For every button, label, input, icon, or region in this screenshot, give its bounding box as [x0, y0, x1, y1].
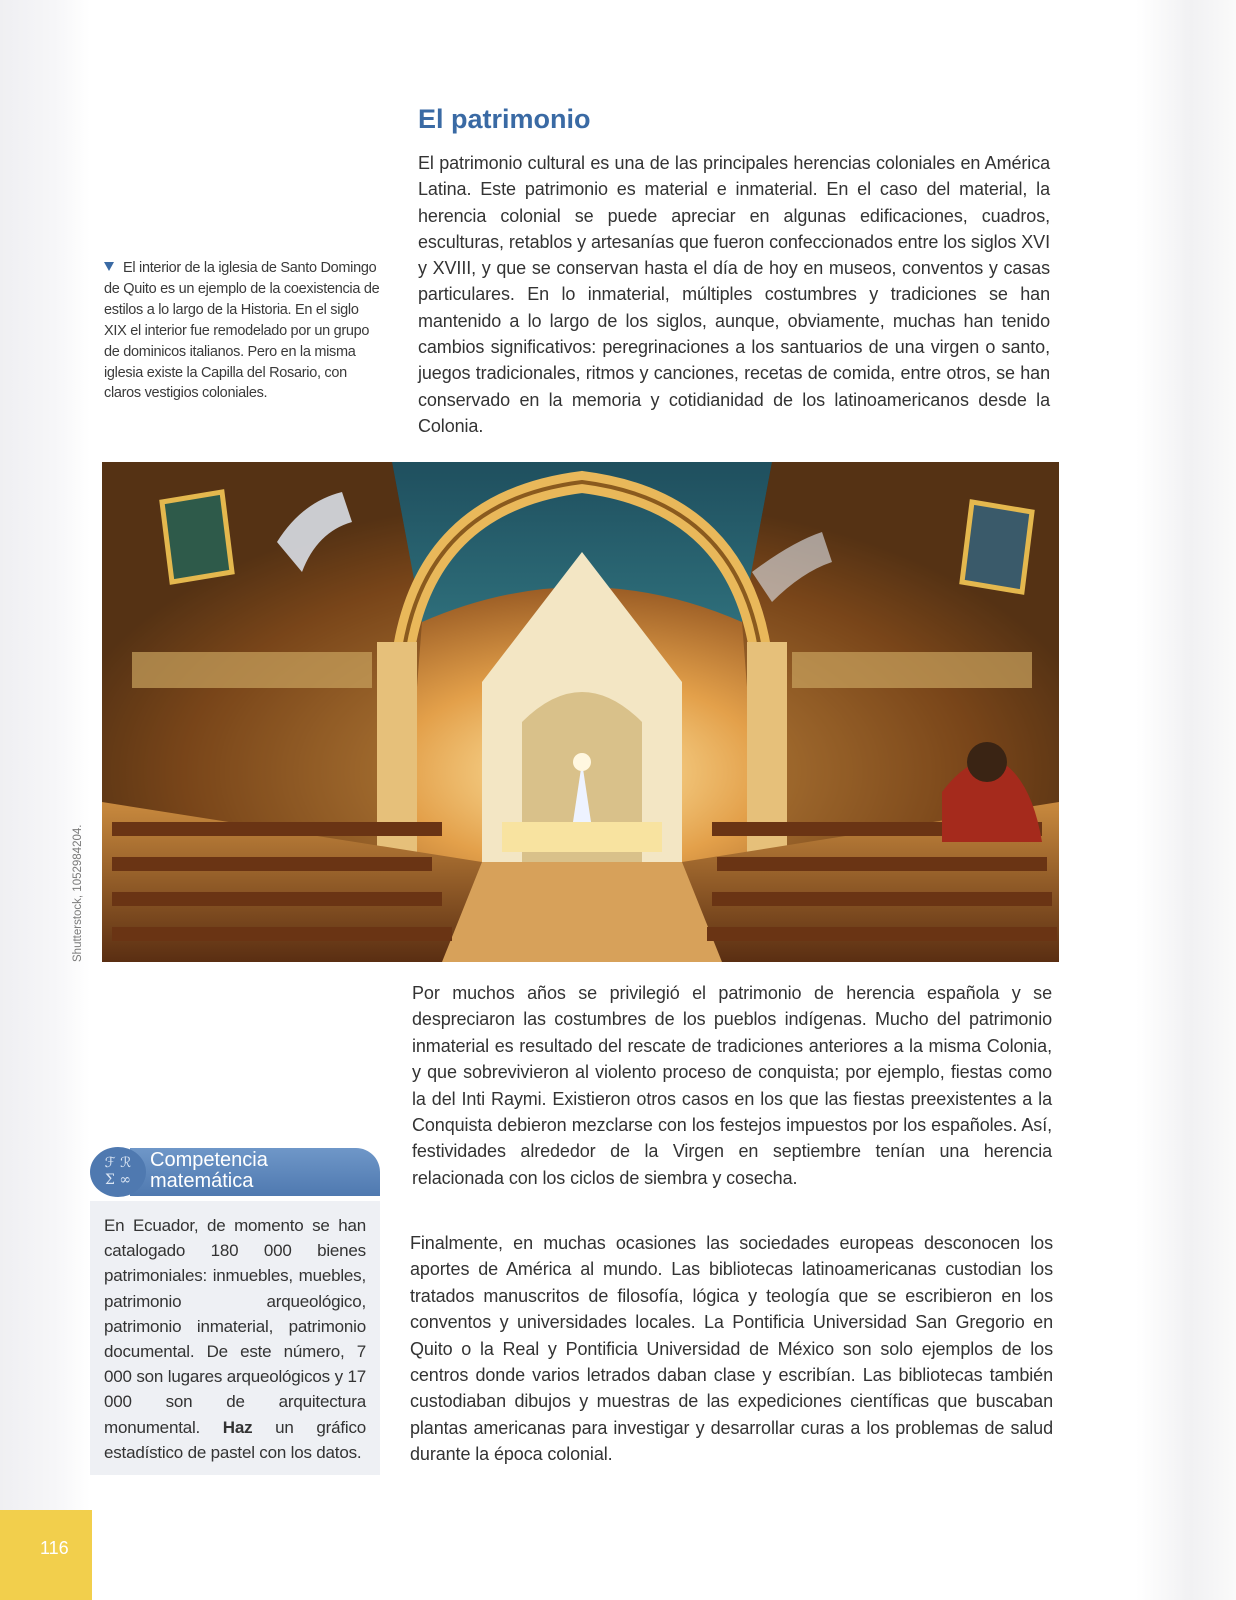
- math-symbols-icon: ℱ ℛ Σ ∞: [90, 1147, 146, 1197]
- competencia-header: [90, 1147, 380, 1197]
- competencia-box: [90, 1147, 380, 1475]
- intro-paragraph: El patrimonio cultural es una de las principales herencias coloniales en América Latina. Este patrimonio es material e inmaterial. En el caso del material, la herencia colonial se puede apreciar en algunas edificaciones, cuadros, esculturas, retablos y artesanías que fueron confeccionados entre los siglos XVI y XVIII, y que se conservan hasta el día de hoy en museos, conventos y casas particulares. En lo inmaterial, múltiples costumbres y tradiciones se han mantenido a lo largo de los siglos, aunque, obviamente, muchas han tenido cambios significativos: peregrinaciones a los santuarios de una virgen o santo, juegos tradicionales, ritmos y canciones, recetas de comida, entre otros, se han conservado en la memoria y cotidianidad de los latinoamericanos desde la Colonia.: [418, 153, 1050, 436]
- photo-caption: [104, 258, 380, 404]
- church-interior-photo: [102, 462, 1059, 962]
- caption-text: El interior de la iglesia de Santo Domingo de Quito es un ejemplo de la coexistencia de estilos a lo largo de la Historia. En el siglo XIX el interior fue remodelado por un grupo de dominicos italianos. Pero en la misma iglesia existe la Capilla del Rosario, con claros vestigios coloniales.: [104, 260, 380, 402]
- competencia-bold-verb: Haz: [222, 1417, 253, 1437]
- body-paragraph-2: Finalmente, en muchas ocasiones las sociedades europeas desconocen los aportes de América al mundo. Las bibliotecas latinoamericanas custodian los tratados manuscritos de filosofía, lógica y teología que se escribieron en los conventos y universidades locales. La Pontificia Universidad San Gregorio en Quito o la Real y Pontificia Universidad de México son solo ejemplos de los centros donde varios letrados daban clase y escribían. Las bibliotecas también custodiaban dibujos y muestras de las expediciones científicas que buscaban plantas americanas para investigar y desarrollar curas a los problemas de salud durante la época colonial.: [410, 1233, 1053, 1465]
- caption-triangle-icon: [104, 262, 114, 271]
- body-paragraph-1: Por muchos años se privilegió el patrimonio de herencia española y se despreciaron las costumbres de los pueblos indígenas. Mucho del patrimonio inmaterial es resultado del rescate de tradiciones anteriores a la misma Colonia, y que sobrevivieron al violento proceso de conquista; por ejemplo, fiestas como la del Inti Raymi. Existieron otros casos en los que las fiestas preexistentes a la Conquista debieron mezclarse con los festejos impuestos por los españoles. Así, festividades alrededor de la Virgen en septiembre tenían una herencia relacionada con los ciclos de siembra y cosecha.: [412, 983, 1052, 1188]
- competencia-title: Competencia matemática: [150, 1149, 268, 1192]
- section-heading: El patrimonio: [418, 104, 591, 134]
- right-page-edge: [1136, 0, 1236, 1600]
- photo-credit: Shutterstock, 1052984204.: [72, 824, 84, 962]
- competencia-text: En Ecuador, de momento se han catalogado 180 000 bienes patrimoniales: inmuebles, muebles, patrimonio arqueológico, patrimonio inmaterial, patrimonio documental. De este número, 7 000 son lugares arqueológicos y 17 000 son de arquitectura monumental. Haz un gráfico estadístico de pastel con los datos.: [90, 1201, 380, 1475]
- left-margin-band: [0, 0, 90, 1510]
- page-number: 116: [40, 1538, 69, 1558]
